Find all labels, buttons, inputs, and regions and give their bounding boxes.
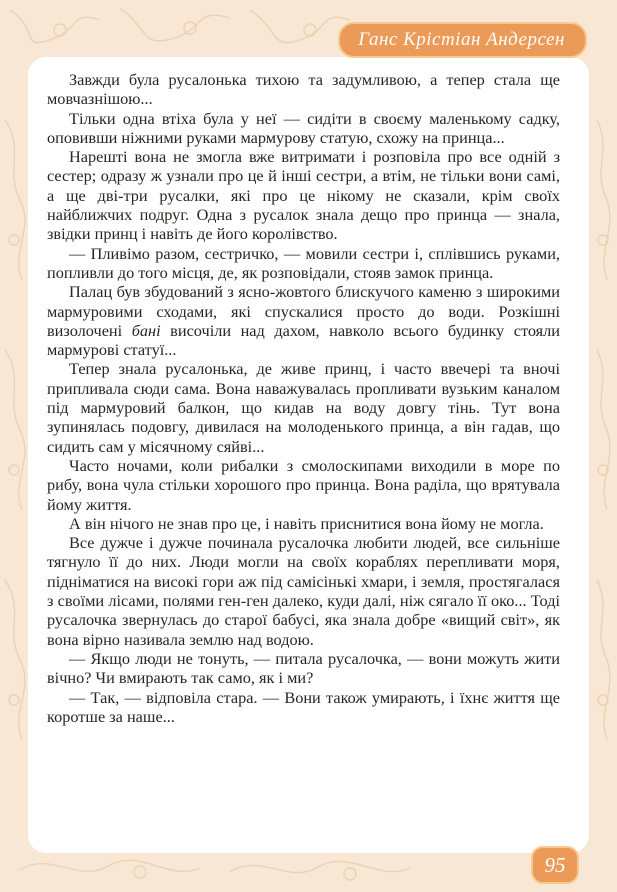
author-name: Ганс Крістіан Андерсен	[358, 29, 565, 50]
paragraph: Завжди була русалонька тихою та задумливою, а тепер стала ще мовчазнішою...	[47, 70, 560, 109]
page-number: 95	[544, 853, 566, 877]
paragraph: Все дужче і дужче починала русалочка любити людей, все сильніше тягнуло її до них. Люди могли на своїх кораблях перепливати моря, підніматися на високі гори аж під самісінькі хмари, і земля, простягалася з своїми лісами, полями ген-ген далеко, куди далі, ніж сягало її око... Тоді русалочка звернулась до старої бабусі, яка знала добре «вищий світ», як вона вірно називала землю над водою.	[47, 533, 560, 649]
paragraph: Нарешті вона не змогла вже витримати і розповіла про все одній з сестер; одразу ж узнали про це й інші сестри, а втім, не тільки вони самі, а ще дві-три русалки, які про це нікому не сказали, крім своїх найближчих подруг. Одна з русалок знала дещо про принца — знала, звідки принц і навіть де його королівство.	[47, 147, 560, 244]
emphasized-word: бані	[131, 320, 161, 340]
paragraph-text: височіли над дахом, навколо всього будинку стояли мармурові статуї...	[47, 320, 561, 360]
author-header-tab	[338, 22, 587, 58]
paragraph: Тепер знала русалонька, де живе принц, і часто ввечері та вночі припливала сюди сама. Вона наважувалась пропливати вузьким каналом під мармуровий балкон, що кидав на воду довгу тінь. Тут вона зупинялась подовгу, дивилася на молоденького принца, а він гадав, що сидить сам у місячному сяйві...	[47, 359, 560, 456]
page-number-badge	[531, 846, 579, 884]
paragraph: Тільки одна втіха була у неї — сидіти в своєму маленькому садку, оповивши ніжними руками мармурову статую, схожу на принца...	[47, 108, 560, 147]
story-text	[47, 70, 560, 726]
paragraph: А він нічого не знав про це, і навіть приснитися вона йому не могла.	[69, 513, 544, 533]
paragraph-with-emphasis	[47, 282, 560, 359]
paragraph-text: Палац був збудований з ясно-жовтого блискучого каменю з широкими мармуровими сходами, які спускалися просто до води. Розкішні визолочені	[47, 282, 560, 340]
paragraph: Часто ночами, коли рибалки з смолоскипами виходили в море по рибу, вона чула стільки хорошого про принца. Вона раділа, що врятувала йому життя.	[47, 455, 560, 514]
paragraph: — Якщо люди не тонуть, — питала русалочка, — вони можуть жити вічно? Чи вмирають так само, як і ми?	[47, 648, 560, 688]
paragraph: — Так, — відповіла стара. — Вони також умирають, і їхнє життя ще коротше за наше...	[47, 687, 560, 726]
paragraph: — Пливімо разом, сестричко, — мовили сестри і, сплівшись руками, попливли до того місця, де, як розповідали, стояв замок принца.	[47, 243, 560, 282]
